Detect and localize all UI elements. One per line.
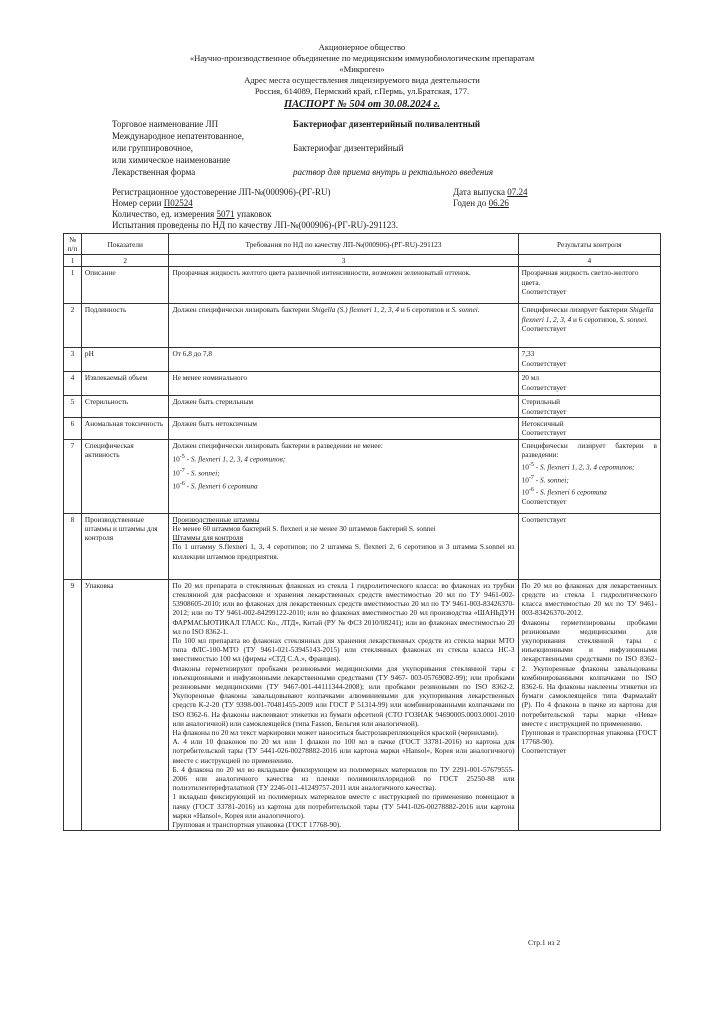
row-indicator: Аномальная токсичность (81, 417, 169, 439)
valid-until (453, 197, 509, 209)
row-number: 5 (64, 396, 82, 417)
tests-statement: Испытания проведены по НД по качеству ЛП-№(000906)-(РГ-RU)-291123. (112, 220, 399, 230)
trade-name-label: Торговое наименование ЛП (112, 119, 219, 129)
result-status: Соответствует (521, 286, 567, 296)
row-requirement: По 20 мл препарата в стеклянных флаконах из стекла 1 гидролитического класса: во флаконах из трубки стеклянной для расфасовки и хранения лекарственных средств вместимостью 20 мл по ТУ 9461-002-53908605-2010; или во флаконах для лекарственных средств вместимостью 20 мл по ТУ 9461-003-83426370-2012; или по ТУ 9461-002-84299122-2010; или во флаконах вместимостью 20 мл производства «ШАНЬДУН ФАРМАСЬЮТИКАЛ ГЛАСС Ко., ЛТД», Китай (РУ № ФСЗ 2010/08241); или во флаконах вместимостью 20 мл по ISO 8362-1. По 100 мл препарата во флаконах стеклянных для хранения лекарственных средств из стекла марки МТО типа ФЛС-100-МТО (ТУ 9461-021-53945143-2015) или стеклянных флаконах из стекла класса НС-3 вместимостью 100 мл (фирмы «СГД С.А.», Франция). Флаконы герметизируют пробками резиновыми медицинскими для укупоривания стеклянной тары с инъекционными и инфузионными лекарственными средствами (ТУ 9467- 003-05769082-99); или пробками резиновыми медицинскими (ТУ 9467-001-44111344-2008); или пробками резиновыми по ISO 8362-2. Укупоренные флаконы завальцовывают колпачками алюминиевыми для укупоривания лекарственных средств К-2-20 (ТУ 9398-001-70481455-2009 или ГОСТ Р 51314-99) или комбинированными колпачками по ISO 8362-6. На флаконы наклеивают этикетки из бумаги офсетной (СТО ГОЗНАК 94690005.0003.0001-2010 или аналогичной) или самоклеящейся (типа Fasson, Бельгия или аналогичной). На флаконы по 20 мл текст маркировки может наноситься быстрозакрепляющейся краской (чернилами). А. 4 или 10 флаконов по 20 мл или 1 флакон по 100 мл в пачке (ГОСТ 33781-2016) из картона для потребительской тары (ТУ 5441-026-00278882-2016 или картона марки «Hansol», Корея или аналогичного) вместе с инструкцией по применению. Б. 4 флакона по 20 мл во вкладыше фиксирующем из полимерных материалов по ТУ 2291-001-57679555-2006 или аналогичного качества из пленки поливинилхлоридной по ГОСТ 25250-88 или полиэтилентерефталатной (ТУ 2246-011-41249757-2011 или аналогичного качества). 1 вкладыш фиксирующий из полимерных материалов вместе с инструкцией по применению помещают в пачку (ГОСТ 33781-2016) из картона для потребительской тары (ТУ 5441-026-00278882-2016 или картона марки «Hansol», Корея или аналогичного). Групповая и транспортная упаковка (ГОСТ 17768-90). (169, 579, 518, 830)
reg-number: ЛП-№(000906)-(РГ-RU) (238, 187, 331, 197)
dosage-form: раствор для приема внутрь и ректального введения (293, 167, 493, 177)
row-result (518, 417, 660, 439)
row-indicator: Описание (81, 267, 169, 304)
trade-name: Бактериофаг дизентерийный поливалентный (293, 119, 481, 129)
inn-label-3: или химическое наименование (112, 155, 231, 165)
result-status: Соответствует (521, 323, 567, 333)
table-row (64, 417, 661, 439)
result-status: Соответствует (521, 382, 567, 392)
row-requirement: Производственные штаммы Не менее 60 штаммов бактерий S. flexneri и не менее 30 штаммов бактерий S. sonnei Штаммы для контроля По 1 штамму S.flexneri 1, 3, 4 серотипов; по 2 штамма S. flexneri 2, 6 серотипов и 3 штамма S.sonnei из коллекции штаммов предприятия. (169, 513, 518, 579)
result-status: Соответствует (521, 514, 567, 524)
table-row (64, 513, 661, 579)
table-row (64, 348, 661, 372)
row-indicator: Подлинность (81, 304, 169, 348)
header-cell: Результаты контроля (518, 234, 660, 255)
valid-label: Годен до (453, 198, 487, 208)
col-number: 3 (169, 255, 518, 267)
result-status: Соответствует (521, 497, 567, 507)
address-label: Адрес места осуществления лицензируемого вида деятельности (244, 75, 480, 85)
table-row (64, 372, 661, 396)
row-result (518, 396, 660, 417)
series-value: П02524 (163, 198, 193, 208)
row-number: 4 (64, 372, 82, 396)
row-number: 9 (64, 579, 82, 830)
row-number: 1 (64, 267, 82, 304)
qty-unit: упаковок (236, 209, 272, 219)
table-row (64, 396, 661, 417)
org-name: «Научно-производственное объединение по медицинским иммунобиологическим препаратам (189, 53, 535, 63)
row-indicator: Извлекаемый объем (81, 372, 169, 396)
row-number: 2 (64, 304, 82, 348)
series-label: Номер серии (112, 198, 162, 208)
qty-value: 5071 (216, 209, 235, 219)
result-status: Соответствует (521, 746, 567, 756)
result-status: Соответствует (521, 358, 567, 368)
result-status: Соответствует (521, 428, 567, 438)
column-number-row (64, 255, 661, 267)
result-text: 7,33 (521, 349, 535, 359)
row-number: 8 (64, 513, 82, 579)
row-result (518, 267, 660, 304)
header-cell: № п/п (64, 234, 82, 255)
org-short-name: «Микроген» (339, 64, 385, 74)
table-row (64, 579, 661, 830)
row-result (518, 348, 660, 372)
result-text: Специфически лизирует бактерии Shigella flexneri 1, 2, 3, 4 и 6 серотипов, S. sonnei. (521, 305, 654, 324)
org-type: Акционерное общество (318, 42, 406, 52)
result-text: Стерильный (521, 397, 561, 407)
inn: Бактериофаг дизентерийный (293, 143, 404, 153)
row-indicator: pH (81, 348, 169, 372)
page-number: Стр.1 из 2 (528, 938, 561, 947)
row-number: 3 (64, 348, 82, 372)
row-requirement: Должен специфически лизировать бактерии в разведении не менее: $10^{-5}$ - S. flexneri 1, 2, 3, 4 серотипов; $10^{-7}$ - S. sonnei; $10^{-6}$ - S. flexneri 6 серотипа (169, 439, 518, 513)
valid-value: 06.26 (488, 198, 509, 208)
form-label: Лекарственная форма (112, 167, 196, 177)
passport-title: ПАСПОРТ № 504 от 30.08.2024 г. (283, 99, 440, 110)
reg-label: Регистрационное удостоверение (112, 187, 237, 197)
row-result (518, 304, 660, 348)
row-indicator: Стерильность (81, 396, 169, 417)
release-label: Дата выпуска (453, 187, 506, 197)
header-cell: Требования по НД по качеству ЛП-№(000906)-(РГ-RU)-291123 (169, 234, 518, 255)
row-result: Специфически лизирует бактерии в разведении: $10^{-5}$ - S. flexneri 1, 2, 3, 4 серотипов; $10^{-7}$ - S. sonnei; $10^{-6}$ - S. flexneri 6 серотипа Соответствует (518, 439, 660, 513)
release-value: 07.24 (507, 187, 528, 197)
col-number: 4 (518, 255, 660, 267)
row-indicator: Упаковка (81, 579, 169, 830)
row-requirement: Прозрачная жидкость желтого цвета различной интенсивности, возможен зеленоватый оттенок. (169, 267, 518, 304)
table-row (64, 304, 661, 348)
row-result (518, 513, 660, 579)
table-header-row (64, 234, 661, 255)
row-number: 6 (64, 417, 82, 439)
row-number: 7 (64, 439, 82, 513)
row-requirement: Не менее номинального (169, 372, 518, 396)
row-result: По 20 мл во флаконах для лекарственных средств из стекла 1 гидролитического класса вместимостью 20 мл по ТУ 9461-003-83426370-2012. Флаконы герметизированы пробками резиновыми медицинскими для укупоривания стеклянной тары с инъекционными и инфузионными лекарственными средствами по ISO 8362-2. Укупоренные флаконы завальцованы комбинированными колпачками по ISO 8362-6. На флаконы наклеены этикетки из бумаги самоклеящейся типа Фармалайт (Р). По 4 флакона в пачке из картона для потребительской тары марки «Нева» вместе с инструкцией по применению. Групповая и транспортная упаковка (ГОСТ 17768-90). Соответствует (518, 579, 660, 830)
qty-label: Количество, ед. измерения (112, 209, 215, 219)
col-number: 2 (81, 255, 169, 267)
result-text: Нетоксичный (521, 418, 564, 428)
result-status: Соответствует (521, 406, 567, 416)
table-row (64, 267, 661, 304)
inn-label-1: Международное непатентованное, (112, 131, 245, 141)
result-text: Прозрачная жидкость светло-желтого цвета. (521, 268, 639, 287)
inn-label-2: или группировочное, (112, 143, 194, 153)
row-requirement: Должен специфически лизировать бактерии Shigella (S.) flexneri 1, 2, 3, 4 и 6 серотипов и S. sonnei. (169, 304, 518, 348)
row-result (518, 372, 660, 396)
row-requirement: Должен быть нетоксичным (169, 417, 518, 439)
header-cell: Показатели (81, 234, 169, 255)
row-requirement: Должен быть стерильным (169, 396, 518, 417)
table-row (64, 439, 661, 513)
row-requirement: От 6,8 до 7,8 (169, 348, 518, 372)
address: Россия, 614089, Пермский край, г.Пермь, ул.Братская, 177. (254, 86, 470, 96)
result-text: 20 мл (521, 373, 539, 383)
row-indicator: Производственные штаммы и штаммы для контроля (81, 513, 169, 579)
row-indicator: Специфическая активность (81, 439, 169, 513)
quality-table (63, 233, 661, 831)
col-number: 1 (64, 255, 82, 267)
